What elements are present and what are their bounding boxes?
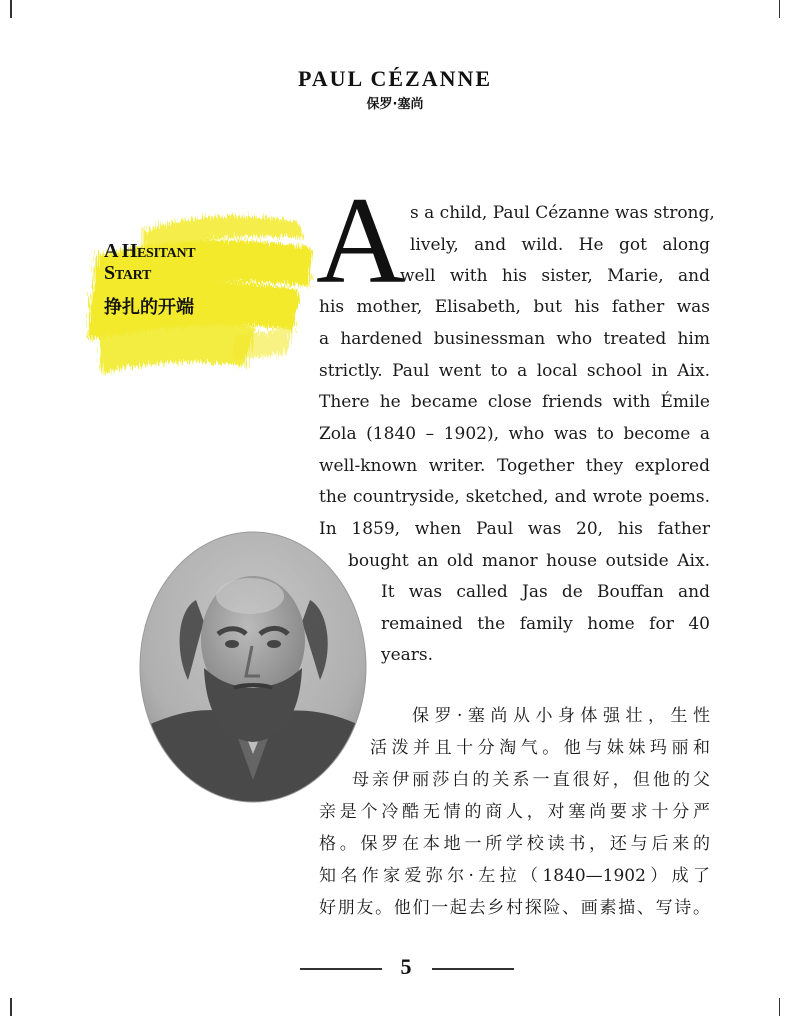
body-line-15: years. — [381, 645, 434, 665]
zh-line-7: 好朋友。他们一起去乡村探险、画素描、写诗。 — [319, 898, 710, 918]
body-line-9: well-known writer. Together they explored — [319, 456, 710, 476]
zh-line-1: 保罗·塞尚从小身体强壮，生性 — [412, 706, 710, 726]
zh-line-6: 知名作家爱弥尔·左拉（1840—1902）成了 — [319, 866, 710, 886]
book-title: PAUL CÉZANNE — [297, 66, 493, 91]
yellow-brush-highlight — [84, 208, 316, 380]
body-line-13: It was called Jas de Bouffan and — [381, 582, 710, 602]
body-line-6: strictly. Paul went to a local school in Aix. — [319, 361, 710, 381]
zh-line-2: 活泼并且十分淘气。他与妹妹玛丽和 — [370, 738, 710, 758]
page-footer — [0, 952, 790, 982]
section-heading-en — [104, 240, 264, 284]
body-line-5: a hardened businessman who treated him — [319, 329, 710, 349]
drop-cap: A — [316, 172, 406, 309]
page-number: 5 — [400, 954, 412, 979]
body-line-1: s a child, Paul Cézanne was strong, — [410, 203, 715, 223]
body-line-12: bought an old manor house outside Aix. — [348, 551, 710, 571]
zh-line-3: 母亲伊丽莎白的关系一直很好，但他的父 — [352, 770, 710, 790]
section-heading-en-line1: A Hesitant — [104, 240, 196, 262]
body-line-2: lively, and wild. He got along — [410, 235, 710, 255]
book-subtitle: 保罗·塞尚 — [366, 97, 424, 112]
crop-mark-bottom-left — [10, 998, 12, 1016]
body-line-14: remained the family home for 40 — [381, 614, 710, 634]
running-header — [0, 64, 790, 114]
zh-line-5: 格。保罗在本地一所学校读书，还与后来的 — [319, 834, 710, 854]
crop-mark-top-left — [10, 0, 12, 18]
body-line-7: There he became close friends with Émile — [319, 392, 710, 412]
crop-mark-top-right — [779, 0, 781, 18]
footer-rule-left — [300, 968, 382, 970]
portrait-photo — [138, 530, 368, 804]
body-line-3: well with his sister, Marie, and — [400, 266, 710, 286]
body-line-8: Zola (1840 – 1902), who was to become a — [319, 424, 710, 444]
body-line-4: his mother, Elisabeth, but his father was — [319, 297, 710, 317]
body-line-11: In 1859, when Paul was 20, his father — [319, 519, 710, 539]
body-line-10: the countryside, sketched, and wrote poems. — [319, 487, 710, 507]
crop-mark-bottom-right — [779, 998, 781, 1016]
section-heading-en-line2: Start — [104, 262, 151, 284]
section-heading-zh: 挣扎的开端 — [104, 297, 194, 318]
footer-rule-right — [432, 968, 514, 970]
zh-line-4: 亲是个冷酷无情的商人，对塞尚要求十分严 — [319, 802, 710, 822]
